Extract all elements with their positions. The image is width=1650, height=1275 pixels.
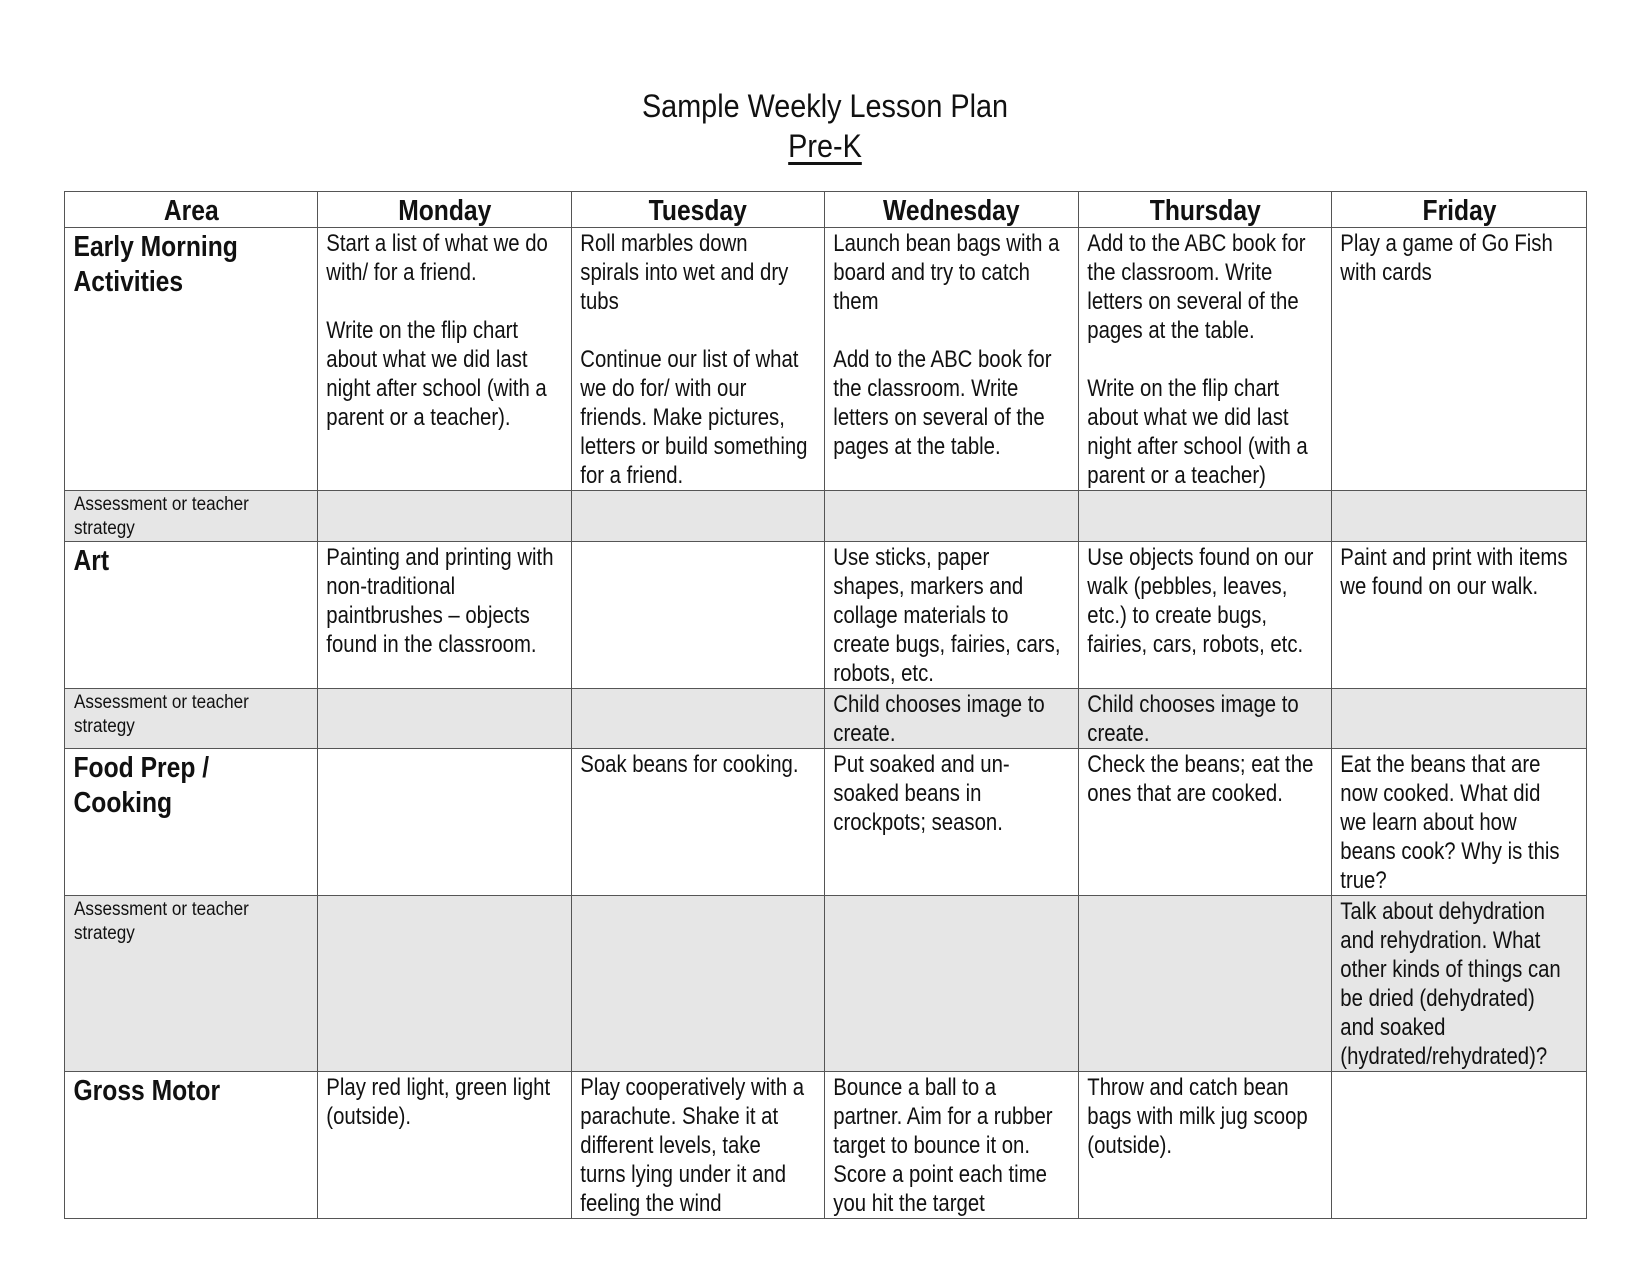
- assessment-row: [65, 491, 1587, 542]
- header-monday: Monday: [318, 192, 571, 228]
- header-area: Area: [65, 192, 318, 228]
- cell-friday: Play a game of Go Fish with cards: [1332, 228, 1587, 491]
- cell-monday: [318, 749, 571, 896]
- document-title: Sample Weekly Lesson Plan: [641, 88, 1009, 124]
- area-cell-gross-motor: Gross Motor: [65, 1072, 318, 1219]
- table-header-row: [65, 192, 1587, 228]
- table-row: [65, 749, 1587, 896]
- cell-wednesday: Bounce a ball to a partner. Aim for a rubber target to bounce it on. Score a point each time you hit the target: [825, 1072, 1078, 1219]
- table-row: [65, 1072, 1587, 1219]
- cell-wednesday: [825, 896, 1078, 1072]
- assessment-row: [65, 689, 1587, 749]
- cell-thursday: Use objects found on our walk (pebbles, leaves, etc.) to create bugs, fairies, cars, robots, etc.: [1078, 542, 1331, 689]
- cell-monday: Painting and printing with non-traditional paintbrushes – objects found in the classroom.: [318, 542, 571, 689]
- assessment-label-cell: Assessment or teacher strategy: [65, 896, 318, 1072]
- cell-thursday: [1078, 491, 1331, 542]
- cell-tuesday: [571, 491, 824, 542]
- header-tuesday: Tuesday: [571, 192, 824, 228]
- cell-tuesday: [571, 896, 824, 1072]
- cell-tuesday: Soak beans for cooking.: [571, 749, 824, 896]
- cell-monday: Play red light, green light (outside).: [318, 1072, 571, 1219]
- header-thursday: Thursday: [1078, 192, 1331, 228]
- header-wednesday: Wednesday: [825, 192, 1078, 228]
- cell-tuesday: [571, 542, 824, 689]
- cell-tuesday: [571, 689, 824, 749]
- area-cell-art: Art: [65, 542, 318, 689]
- cell-thursday: [1078, 896, 1331, 1072]
- cell-thursday: Child chooses image to create.: [1078, 689, 1331, 749]
- table-row: [65, 542, 1587, 689]
- cell-tuesday: Roll marbles down spirals into wet and dry tubs Continue our list of what we do for/ with our friends. Make pictures, letters or build something for a friend.: [571, 228, 824, 491]
- cell-wednesday: Child chooses image to create.: [825, 689, 1078, 749]
- lesson-plan-table: [64, 191, 1587, 1219]
- cell-wednesday: Launch bean bags with a board and try to catch them Add to the ABC book for the classroom. Write letters on several of the pages at the table.: [825, 228, 1078, 491]
- area-cell-food-prep: Food Prep / Cooking: [65, 749, 318, 896]
- cell-monday: [318, 491, 571, 542]
- cell-friday: Eat the beans that are now cooked. What did we learn about how beans cook? Why is this true?: [1332, 749, 1587, 896]
- cell-thursday: Check the beans; eat the ones that are cooked.: [1078, 749, 1331, 896]
- cell-friday: Paint and print with items we found on our walk.: [1332, 542, 1587, 689]
- cell-friday: [1332, 491, 1587, 542]
- cell-tuesday: Play cooperatively with a parachute. Shake it at different levels, take turns lying under it and feeling the wind: [571, 1072, 824, 1219]
- cell-thursday: Add to the ABC book for the classroom. Write letters on several of the pages at the table. Write on the flip chart about what we did last night after school (with a parent or a teacher): [1078, 228, 1331, 491]
- cell-friday: Talk about dehydration and rehydration. What other kinds of things can be dried (dehydrated) and soaked (hydrated/rehydrated)?: [1332, 896, 1587, 1072]
- document-subtitle: Pre-K: [788, 128, 862, 164]
- cell-wednesday: Use sticks, paper shapes, markers and collage materials to create bugs, fairies, cars, robots, etc.: [825, 542, 1078, 689]
- cell-friday: [1332, 689, 1587, 749]
- assessment-label-cell: Assessment or teacher strategy: [65, 491, 318, 542]
- cell-wednesday: [825, 491, 1078, 542]
- table-row: [65, 228, 1587, 491]
- header-friday: Friday: [1332, 192, 1587, 228]
- document-header: [0, 86, 1650, 166]
- cell-monday: Start a list of what we do with/ for a friend. Write on the flip chart about what we did last night after school (with a parent or a teacher).: [318, 228, 571, 491]
- area-cell-early-morning: Early Morning Activities: [65, 228, 318, 491]
- cell-monday: [318, 689, 571, 749]
- assessment-label-cell: Assessment or teacher strategy: [65, 689, 318, 749]
- cell-monday: [318, 896, 571, 1072]
- cell-friday: [1332, 1072, 1587, 1219]
- cell-thursday: Throw and catch bean bags with milk jug scoop (outside).: [1078, 1072, 1331, 1219]
- assessment-row: [65, 896, 1587, 1072]
- cell-wednesday: Put soaked and un- soaked beans in crockpots; season.: [825, 749, 1078, 896]
